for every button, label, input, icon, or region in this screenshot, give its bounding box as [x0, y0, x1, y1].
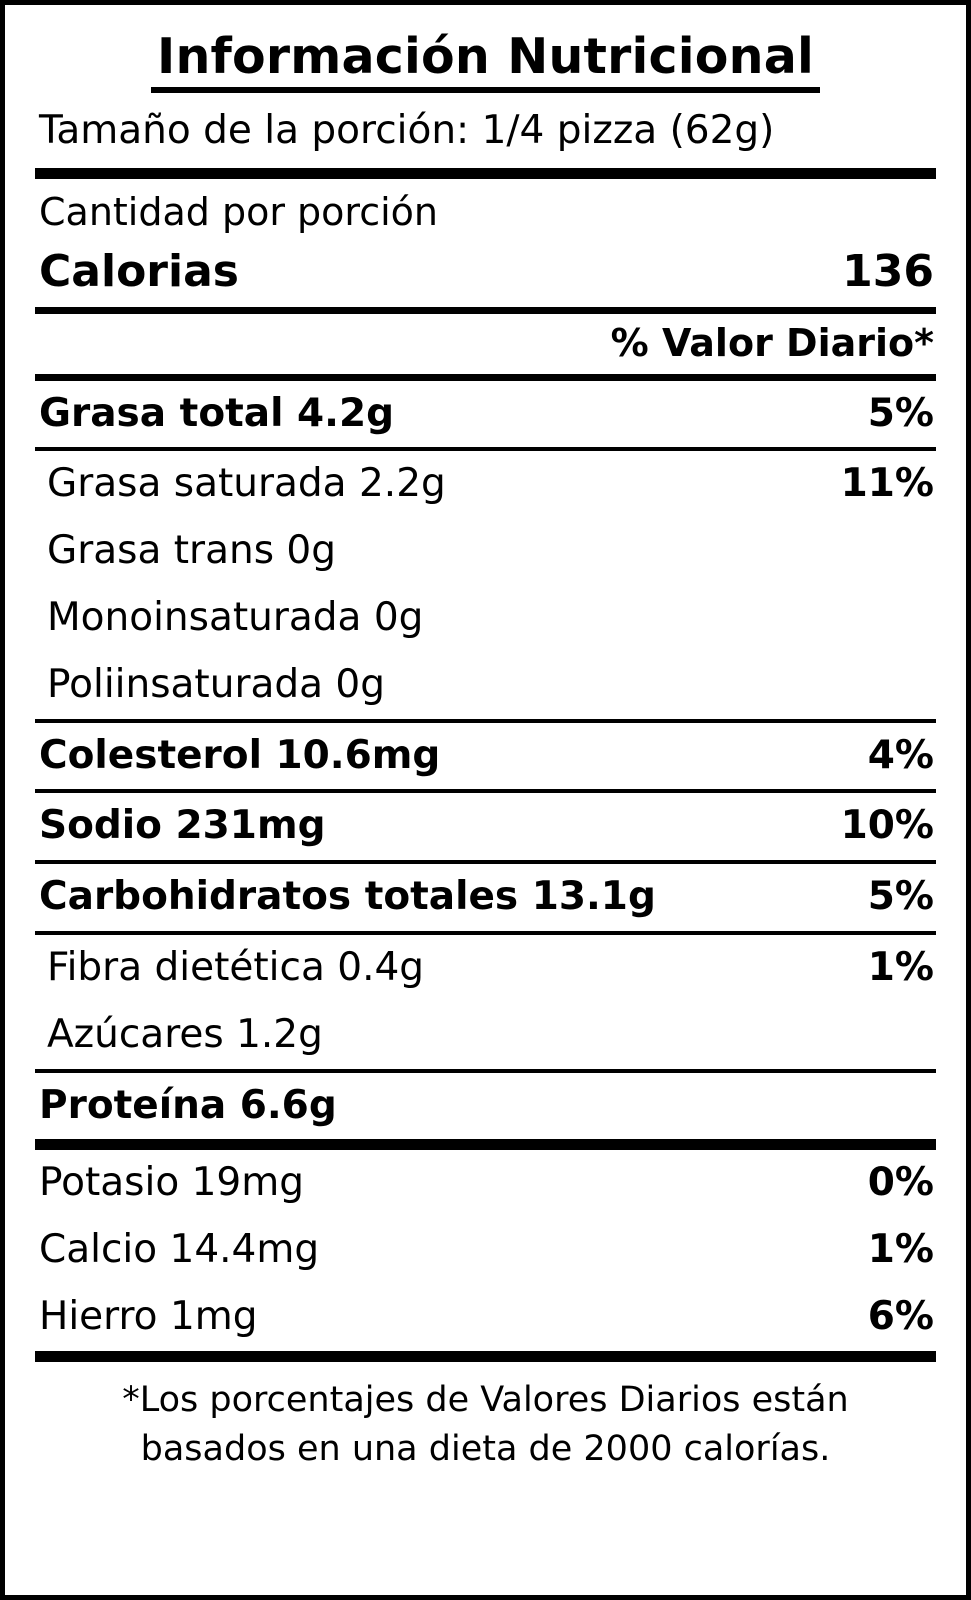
- nutrient-row-calcium: [35, 1217, 936, 1284]
- nutrient-dv: 5%: [867, 874, 934, 920]
- nutrient-name: Grasa total 4.2g: [39, 390, 395, 436]
- nutrient-name: Fibra dietética 0.4g: [47, 945, 425, 991]
- amount-per-serving-label: Cantidad por porción: [39, 189, 438, 234]
- nutrient-name: Carbohidratos totales 13.1g: [39, 874, 656, 920]
- nutrient-name: Poliinsaturada 0g: [47, 661, 385, 707]
- nutrient-row-iron: [35, 1284, 936, 1351]
- footnote: [35, 1362, 936, 1475]
- footnote-line-1: *Los porcentajes de Valores Diarios están: [122, 1379, 849, 1420]
- divider-before-nutrients: [35, 374, 936, 381]
- nutrient-row-potassium: [35, 1150, 936, 1217]
- nutrient-dv: 1%: [867, 1227, 934, 1273]
- nutrient-row-protein: [35, 1073, 936, 1140]
- nutrient-row-sodium: [35, 793, 936, 860]
- daily-value-header: % Valor Diario*: [610, 321, 934, 366]
- nutrient-dv: 5%: [867, 390, 934, 436]
- calories-label: Calorias: [39, 246, 239, 298]
- calories-row: [35, 242, 936, 307]
- nutrient-name: Proteína 6.6g: [39, 1082, 337, 1128]
- nutrient-dv: 11%: [840, 461, 934, 507]
- nutrient-dv: 10%: [840, 803, 934, 849]
- divider-thick-top: [35, 168, 936, 179]
- nutrient-row-polyunsaturated-fat: [35, 652, 936, 719]
- nutrient-name: Azúcares 1.2g: [47, 1011, 323, 1057]
- calories-value: 136: [842, 246, 934, 298]
- nutrient-row-total-carbohydrate: [35, 864, 936, 931]
- nutrient-row-total-fat: [35, 381, 936, 448]
- amount-per-serving-row: [35, 179, 936, 243]
- nutrient-dv: 1%: [867, 945, 934, 991]
- nutrient-dv: 0%: [867, 1160, 934, 1206]
- nutrient-dv: 4%: [867, 732, 934, 778]
- page-title-text: Información Nutricional: [151, 31, 820, 93]
- serving-size: Tamaño de la porción: 1/4 pizza (62g): [39, 107, 775, 153]
- nutrient-name: Monoinsaturada 0g: [47, 595, 424, 641]
- nutrient-name: Grasa trans 0g: [47, 528, 336, 574]
- nutrient-row-trans-fat: [35, 518, 936, 585]
- nutrient-name: Potasio 19mg: [39, 1160, 304, 1206]
- footnote-line-2: basados en una dieta de 2000 calorías.: [140, 1429, 831, 1470]
- nutrient-name: Hierro 1mg: [39, 1294, 258, 1339]
- nutrient-row-dietary-fiber: [35, 935, 936, 1002]
- nutrient-row-sugars: [35, 1002, 936, 1069]
- nutrient-dv: 6%: [867, 1294, 934, 1339]
- divider-before-micronutrients: [35, 1139, 936, 1150]
- divider-after-calories: [35, 307, 936, 314]
- nutrient-name: Colesterol 10.6mg: [39, 732, 441, 778]
- nutrient-row-saturated-fat: [35, 451, 936, 518]
- daily-value-header-row: [35, 314, 936, 374]
- nutrient-row-cholesterol: [35, 723, 936, 790]
- nutrient-name: Grasa saturada 2.2g: [47, 461, 446, 507]
- page-title: [35, 5, 936, 99]
- nutrient-row-monounsaturated-fat: [35, 585, 936, 652]
- nutrient-name: Calcio 14.4mg: [39, 1227, 320, 1273]
- nutrient-name: Sodio 231mg: [39, 803, 326, 849]
- divider-before-footnote: [35, 1351, 936, 1362]
